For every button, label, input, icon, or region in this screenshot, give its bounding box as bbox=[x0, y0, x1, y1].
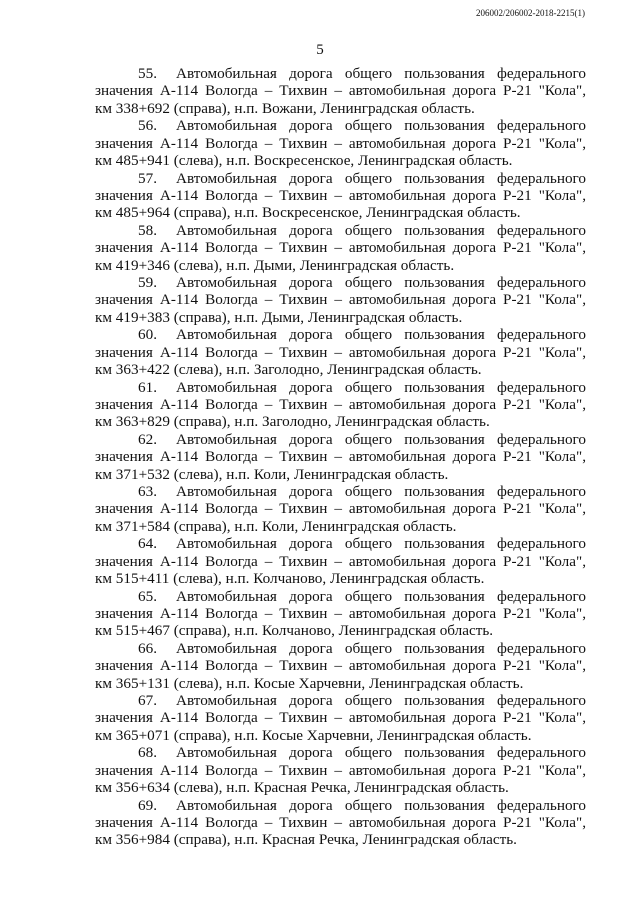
entry-line-2: значения А-114 Вологда – Тихвин – автомобильная дорога Р-21 "Кола", bbox=[95, 657, 586, 675]
entry-line-3: км 515+411 (слева), н.п. Колчаново, Ленинградская область. bbox=[95, 570, 485, 588]
entry-line-1: Автомобильная дорога общего пользования федерального bbox=[176, 587, 586, 605]
list-item bbox=[95, 379, 586, 431]
entry-line-2: значения А-114 Вологда – Тихвин – автомобильная дорога Р-21 "Кола", bbox=[95, 395, 586, 413]
entry-line-1: Автомобильная дорога общего пользования федерального bbox=[176, 326, 586, 344]
list-item bbox=[95, 65, 586, 117]
entry-line-1: Автомобильная дорога общего пользования федерального bbox=[176, 430, 586, 448]
entry-line-1: Автомобильная дорога общего пользования федерального bbox=[176, 65, 586, 82]
entry-first-line bbox=[95, 222, 586, 239]
entry-line-3: км 371+532 (слева), н.п. Коли, Ленинградская область. bbox=[95, 465, 449, 483]
entry-number: 56. bbox=[138, 117, 157, 135]
list-item bbox=[95, 640, 586, 692]
entry-number: 68. bbox=[138, 744, 157, 762]
entry-list bbox=[95, 65, 586, 849]
entry-first-line bbox=[95, 744, 586, 761]
entry-line-3: км 363+829 (справа), н.п. Заголодно, Ленинградская область. bbox=[95, 413, 490, 431]
entry-first-line bbox=[95, 326, 586, 343]
entry-line-3: км 356+984 (справа), н.п. Красная Речка, Ленинградская область. bbox=[95, 831, 517, 849]
entry-first-line bbox=[95, 431, 586, 448]
list-item bbox=[95, 117, 586, 169]
entry-number: 58. bbox=[138, 221, 157, 239]
list-item bbox=[95, 274, 586, 326]
entry-line-2: значения А-114 Вологда – Тихвин – автомобильная дорога Р-21 "Кола", bbox=[95, 82, 586, 100]
entry-line-3: км 356+634 (слева), н.п. Красная Речка, Ленинградская область. bbox=[95, 779, 509, 797]
entry-line-2: значения А-114 Вологда – Тихвин – автомобильная дорога Р-21 "Кола", bbox=[95, 709, 586, 727]
entry-first-line bbox=[95, 535, 586, 552]
list-item bbox=[95, 483, 586, 535]
entry-line-2: значения А-114 Вологда – Тихвин – автомобильная дорога Р-21 "Кола", bbox=[95, 448, 586, 466]
list-item bbox=[95, 692, 586, 744]
entry-number: 57. bbox=[138, 169, 157, 187]
entry-number: 59. bbox=[138, 274, 157, 291]
list-item bbox=[95, 797, 586, 849]
entry-line-2: значения А-114 Вологда – Тихвин – автомобильная дорога Р-21 "Кола", bbox=[95, 134, 586, 152]
entry-first-line bbox=[95, 692, 586, 709]
entry-line-1: Автомобильная дорога общего пользования федерального bbox=[176, 117, 586, 135]
entry-first-line bbox=[95, 588, 586, 605]
page-number: 5 bbox=[316, 42, 324, 58]
entry-first-line bbox=[95, 170, 586, 187]
entry-number: 55. bbox=[138, 65, 157, 82]
entry-first-line bbox=[95, 117, 586, 134]
entry-line-2: значения А-114 Вологда – Тихвин – автомобильная дорога Р-21 "Кола", bbox=[95, 500, 586, 518]
entry-number: 69. bbox=[138, 796, 157, 814]
entry-line-1: Автомобильная дорога общего пользования федерального bbox=[176, 221, 586, 239]
entry-line-2: значения А-114 Вологда – Тихвин – автомобильная дорога Р-21 "Кола", bbox=[95, 343, 586, 361]
entry-number: 67. bbox=[138, 692, 157, 709]
entry-number: 66. bbox=[138, 639, 157, 657]
entry-line-1: Автомобильная дорога общего пользования федерального bbox=[176, 483, 586, 500]
entry-first-line bbox=[95, 640, 586, 657]
entry-line-2: значения А-114 Вологда – Тихвин – автомобильная дорога Р-21 "Кола", bbox=[95, 186, 586, 204]
entry-line-2: значения А-114 Вологда – Тихвин – автомобильная дорога Р-21 "Кола", bbox=[95, 552, 586, 570]
entry-line-2: значения А-114 Вологда – Тихвин – автомобильная дорога Р-21 "Кола", bbox=[95, 761, 586, 779]
entry-line-1: Автомобильная дорога общего пользования федерального bbox=[176, 274, 586, 291]
entry-line-3: км 365+071 (справа), н.п. Косые Харчевни, Ленинградская область. bbox=[95, 726, 532, 744]
list-item bbox=[95, 431, 586, 483]
entry-line-1: Автомобильная дорога общего пользования федерального bbox=[176, 692, 586, 709]
list-item bbox=[95, 222, 586, 274]
entry-first-line bbox=[95, 274, 586, 291]
entry-first-line bbox=[95, 379, 586, 396]
entry-line-3: км 419+346 (слева), н.п. Дыми, Ленинградская область. bbox=[95, 256, 455, 274]
entry-first-line bbox=[95, 797, 586, 814]
entry-number: 61. bbox=[138, 378, 157, 396]
list-item bbox=[95, 588, 586, 640]
list-item bbox=[95, 744, 586, 796]
list-item bbox=[95, 326, 586, 378]
entry-line-3: км 365+131 (слева), н.п. Косые Харчевни, Ленинградская область. bbox=[95, 674, 524, 692]
list-item bbox=[95, 170, 586, 222]
entry-line-3: км 338+692 (справа), н.п. Вожани, Ленинградская область. bbox=[95, 99, 475, 117]
entry-line-1: Автомобильная дорога общего пользования федерального bbox=[176, 535, 586, 553]
entry-line-2: значения А-114 Вологда – Тихвин – автомобильная дорога Р-21 "Кола", bbox=[95, 604, 586, 622]
entry-line-3: км 363+422 (слева), н.п. Заголодно, Ленинградская область. bbox=[95, 361, 482, 379]
entry-line-3: км 485+941 (слева), н.п. Воскресенское, Ленинградская область. bbox=[95, 152, 513, 170]
list-item bbox=[95, 535, 586, 587]
entry-line-1: Автомобильная дорога общего пользования федерального bbox=[176, 796, 586, 814]
entry-first-line bbox=[95, 65, 586, 82]
document-code: 206002/206002-2018-2215(1) bbox=[476, 8, 585, 18]
entry-line-2: значения А-114 Вологда – Тихвин – автомобильная дорога Р-21 "Кола", bbox=[95, 239, 586, 257]
entry-line-3: км 515+467 (справа), н.п. Колчаново, Ленинградская область. bbox=[95, 622, 494, 640]
entry-line-1: Автомобильная дорога общего пользования федерального bbox=[176, 639, 586, 657]
entry-number: 60. bbox=[138, 326, 157, 344]
entry-line-1: Автомобильная дорога общего пользования федерального bbox=[176, 169, 586, 187]
entry-line-1: Автомобильная дорога общего пользования федерального bbox=[176, 744, 586, 762]
entry-first-line bbox=[95, 483, 586, 500]
entry-line-3: км 371+584 (справа), н.п. Коли, Ленинградская область. bbox=[95, 517, 457, 535]
entry-line-2: значения А-114 Вологда – Тихвин – автомобильная дорога Р-21 "Кола", bbox=[95, 291, 586, 309]
entry-line-2: значения А-114 Вологда – Тихвин – автомобильная дорога Р-21 "Кола", bbox=[95, 813, 586, 831]
entry-number: 62. bbox=[138, 430, 157, 448]
entry-line-1: Автомобильная дорога общего пользования федерального bbox=[176, 378, 586, 396]
entry-number: 64. bbox=[138, 535, 157, 553]
entry-line-3: км 419+383 (справа), н.п. Дыми, Ленинградская область. bbox=[95, 308, 463, 326]
entry-number: 65. bbox=[138, 587, 157, 605]
entry-number: 63. bbox=[138, 483, 157, 500]
entry-line-3: км 485+964 (справа), н.п. Воскресенское, Ленинградская область. bbox=[95, 204, 521, 222]
